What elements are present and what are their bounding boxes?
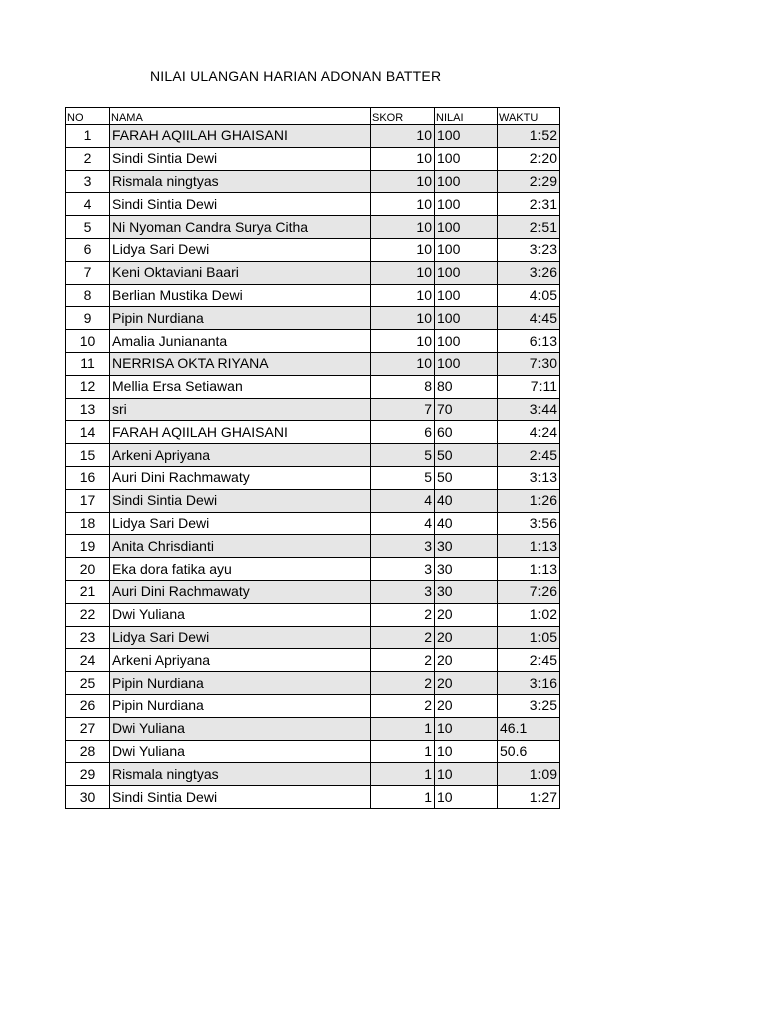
row-no: 29 (66, 763, 110, 786)
table-row[interactable] (66, 786, 560, 809)
row-waktu: 1:26 (498, 489, 560, 512)
row-nama: Lidya Sari Dewi (110, 626, 371, 649)
header-no: NO (66, 108, 110, 125)
row-waktu: 1:05 (498, 626, 560, 649)
row-nilai: 50 (435, 444, 498, 467)
row-skor: 2 (371, 649, 435, 672)
row-skor: 1 (371, 717, 435, 740)
row-nilai: 100 (435, 261, 498, 284)
row-no: 14 (66, 421, 110, 444)
row-nama: Sindi Sintia Dewi (110, 786, 371, 809)
row-waktu: 1:09 (498, 763, 560, 786)
row-skor: 7 (371, 398, 435, 421)
row-nilai: 10 (435, 786, 498, 809)
row-skor: 4 (371, 512, 435, 535)
row-skor: 10 (371, 284, 435, 307)
row-no: 25 (66, 672, 110, 695)
row-skor: 3 (371, 580, 435, 603)
row-skor: 5 (371, 466, 435, 489)
row-no: 9 (66, 307, 110, 330)
row-waktu: 3:25 (498, 694, 560, 717)
row-skor: 2 (371, 603, 435, 626)
row-no: 8 (66, 284, 110, 307)
row-nama: Arkeni Apriyana (110, 444, 371, 467)
row-nama: Rismala ningtyas (110, 763, 371, 786)
row-nama: Mellia Ersa Setiawan (110, 375, 371, 398)
row-skor: 1 (371, 786, 435, 809)
header-nama: NAMA (110, 108, 371, 125)
table-row[interactable] (66, 649, 560, 672)
row-nilai: 40 (435, 512, 498, 535)
row-nama: NERRISA OKTA RIYANA (110, 352, 371, 375)
row-nama: Lidya Sari Dewi (110, 512, 371, 535)
header-skor: SKOR (371, 108, 435, 125)
row-skor: 4 (371, 489, 435, 512)
table-row[interactable] (66, 284, 560, 307)
row-no: 18 (66, 512, 110, 535)
row-waktu: 1:27 (498, 786, 560, 809)
row-nama: Eka dora fatika ayu (110, 558, 371, 581)
row-skor: 5 (371, 444, 435, 467)
row-nama: Dwi Yuliana (110, 717, 371, 740)
row-nilai: 100 (435, 147, 498, 170)
row-nama: Berlian Mustika Dewi (110, 284, 371, 307)
row-nama: Arkeni Apriyana (110, 649, 371, 672)
row-nilai: 10 (435, 763, 498, 786)
row-nilai: 100 (435, 238, 498, 261)
row-nilai: 70 (435, 398, 498, 421)
table-row[interactable] (66, 216, 560, 239)
row-skor: 10 (371, 307, 435, 330)
row-no: 12 (66, 375, 110, 398)
row-waktu: 3:16 (498, 672, 560, 695)
row-nama: Sindi Sintia Dewi (110, 193, 371, 216)
row-nilai: 60 (435, 421, 498, 444)
row-nilai: 50 (435, 466, 498, 489)
row-waktu: 3:13 (498, 466, 560, 489)
row-skor: 10 (371, 125, 435, 148)
row-no: 5 (66, 216, 110, 239)
row-no: 6 (66, 238, 110, 261)
row-no: 3 (66, 170, 110, 193)
row-waktu: 50.6 (498, 740, 560, 763)
row-waktu: 7:30 (498, 352, 560, 375)
table-row[interactable] (66, 558, 560, 581)
row-waktu: 3:23 (498, 238, 560, 261)
row-nilai: 100 (435, 352, 498, 375)
row-nilai: 100 (435, 307, 498, 330)
row-nilai: 20 (435, 694, 498, 717)
header-nilai: NILAI (435, 108, 498, 125)
table-row[interactable] (66, 193, 560, 216)
row-nama: Dwi Yuliana (110, 603, 371, 626)
table-row[interactable] (66, 375, 560, 398)
row-waktu: 2:31 (498, 193, 560, 216)
row-skor: 10 (371, 170, 435, 193)
table-row[interactable] (66, 603, 560, 626)
table-row[interactable] (66, 512, 560, 535)
row-nilai: 30 (435, 580, 498, 603)
row-waktu: 7:11 (498, 375, 560, 398)
row-no: 17 (66, 489, 110, 512)
row-waktu: 2:20 (498, 147, 560, 170)
row-waktu: 2:45 (498, 444, 560, 467)
table-row[interactable] (66, 580, 560, 603)
row-skor: 10 (371, 352, 435, 375)
row-nama: Pipin Nurdiana (110, 307, 371, 330)
table-row[interactable] (66, 626, 560, 649)
header-waktu: WAKTU (498, 108, 560, 125)
row-no: 23 (66, 626, 110, 649)
row-no: 7 (66, 261, 110, 284)
row-nilai: 100 (435, 125, 498, 148)
row-waktu: 7:26 (498, 580, 560, 603)
row-waktu: 4:45 (498, 307, 560, 330)
row-skor: 10 (371, 147, 435, 170)
table-row[interactable] (66, 535, 560, 558)
table-row[interactable] (66, 763, 560, 786)
row-nilai: 100 (435, 330, 498, 353)
row-nama: Dwi Yuliana (110, 740, 371, 763)
row-no: 10 (66, 330, 110, 353)
row-nama: Ni Nyoman Candra Surya Citha (110, 216, 371, 239)
row-nama: Pipin Nurdiana (110, 672, 371, 695)
row-nilai: 30 (435, 558, 498, 581)
row-no: 27 (66, 717, 110, 740)
row-nama: Anita Chrisdianti (110, 535, 371, 558)
row-waktu: 6:13 (498, 330, 560, 353)
row-waktu: 2:29 (498, 170, 560, 193)
row-no: 15 (66, 444, 110, 467)
table-row[interactable] (66, 147, 560, 170)
row-nilai: 10 (435, 717, 498, 740)
row-nama: Amalia Juniananta (110, 330, 371, 353)
row-waktu: 3:56 (498, 512, 560, 535)
row-skor: 6 (371, 421, 435, 444)
table-row[interactable] (66, 238, 560, 261)
header-row (66, 108, 560, 125)
row-nilai: 100 (435, 284, 498, 307)
table-row[interactable] (66, 352, 560, 375)
row-waktu: 1:52 (498, 125, 560, 148)
row-skor: 3 (371, 535, 435, 558)
row-nilai: 40 (435, 489, 498, 512)
row-skor: 8 (371, 375, 435, 398)
grades-table (65, 107, 560, 809)
row-nilai: 100 (435, 170, 498, 193)
row-no: 4 (66, 193, 110, 216)
row-waktu: 3:44 (498, 398, 560, 421)
table-row[interactable] (66, 672, 560, 695)
table-row[interactable] (66, 717, 560, 740)
table-row[interactable] (66, 740, 560, 763)
row-waktu: 4:24 (498, 421, 560, 444)
table-row[interactable] (66, 398, 560, 421)
row-nilai: 100 (435, 193, 498, 216)
row-no: 22 (66, 603, 110, 626)
row-nilai: 20 (435, 626, 498, 649)
table-row[interactable] (66, 466, 560, 489)
table-body (66, 125, 560, 809)
table-row[interactable] (66, 421, 560, 444)
row-nama: Pipin Nurdiana (110, 694, 371, 717)
table-row[interactable] (66, 489, 560, 512)
row-waktu: 1:02 (498, 603, 560, 626)
page-title: NILAI ULANGAN HARIAN ADONAN BATTER (150, 68, 442, 84)
row-skor: 2 (371, 672, 435, 695)
row-skor: 1 (371, 763, 435, 786)
row-waktu: 46.1 (498, 717, 560, 740)
row-no: 16 (66, 466, 110, 489)
row-nama: Lidya Sari Dewi (110, 238, 371, 261)
row-no: 26 (66, 694, 110, 717)
row-waktu: 2:45 (498, 649, 560, 672)
row-nama: Sindi Sintia Dewi (110, 147, 371, 170)
row-no: 11 (66, 352, 110, 375)
row-skor: 2 (371, 694, 435, 717)
row-skor: 10 (371, 330, 435, 353)
row-skor: 2 (371, 626, 435, 649)
row-nama: Sindi Sintia Dewi (110, 489, 371, 512)
table-row[interactable] (66, 261, 560, 284)
table-row[interactable] (66, 444, 560, 467)
table-row[interactable] (66, 307, 560, 330)
row-nilai: 20 (435, 603, 498, 626)
row-nilai: 20 (435, 672, 498, 695)
row-nama: FARAH AQIILAH GHAISANI (110, 125, 371, 148)
row-no: 21 (66, 580, 110, 603)
row-skor: 10 (371, 193, 435, 216)
table-row[interactable] (66, 330, 560, 353)
row-waktu: 1:13 (498, 558, 560, 581)
row-waktu: 1:13 (498, 535, 560, 558)
row-skor: 10 (371, 261, 435, 284)
row-nilai: 30 (435, 535, 498, 558)
row-nama: Rismala ningtyas (110, 170, 371, 193)
row-nama: FARAH AQIILAH GHAISANI (110, 421, 371, 444)
row-nama: sri (110, 398, 371, 421)
row-no: 28 (66, 740, 110, 763)
row-nilai: 20 (435, 649, 498, 672)
row-nama: Auri Dini Rachmawaty (110, 466, 371, 489)
row-skor: 10 (371, 238, 435, 261)
row-nilai: 10 (435, 740, 498, 763)
row-waktu: 4:05 (498, 284, 560, 307)
table-row[interactable] (66, 694, 560, 717)
row-nilai: 80 (435, 375, 498, 398)
row-no: 13 (66, 398, 110, 421)
row-no: 24 (66, 649, 110, 672)
row-nama: Keni Oktaviani Baari (110, 261, 371, 284)
row-no: 2 (66, 147, 110, 170)
row-waktu: 3:26 (498, 261, 560, 284)
row-no: 1 (66, 125, 110, 148)
table-row[interactable] (66, 170, 560, 193)
table-row[interactable] (66, 125, 560, 148)
row-skor: 3 (371, 558, 435, 581)
row-skor: 1 (371, 740, 435, 763)
row-no: 19 (66, 535, 110, 558)
row-nilai: 100 (435, 216, 498, 239)
row-no: 20 (66, 558, 110, 581)
row-skor: 10 (371, 216, 435, 239)
row-waktu: 2:51 (498, 216, 560, 239)
row-no: 30 (66, 786, 110, 809)
row-nama: Auri Dini Rachmawaty (110, 580, 371, 603)
